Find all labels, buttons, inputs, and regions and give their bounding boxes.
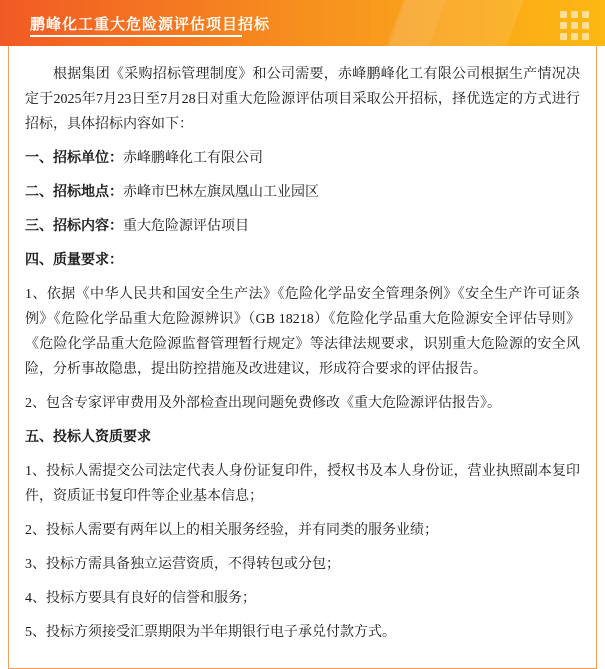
paragraph-section-1 [25, 146, 580, 171]
qualification-item-2: 2、投标人需要有两年以上的相关服务经验，并有同类的服务业绩； [25, 523, 438, 538]
document-body-wrapper [0, 46, 605, 669]
qualification-item-5: 5、投标方须接受汇票期限为半年期银行电子承兑付款方式。 [25, 625, 396, 640]
decorative-dot-grid [560, 11, 589, 40]
heading-bidder-qualifications: 五、投标人资质要求 [25, 430, 151, 445]
section-1-value: 赤峰鹏峰化工有限公司 [123, 151, 263, 166]
qualification-item-3: 3、投标方需具备独立运营资质，不得转包或分包； [25, 557, 340, 572]
dot [582, 22, 589, 29]
section-3-value: 重大危险源评估项目 [123, 219, 249, 234]
document-header-banner [0, 0, 605, 46]
qualification-item-1: 1、投标人需提交公司法定代表人身份证复印件，授权书及本人身份证，营业执照副本复印件，资质证书复印件等企业基本信息； [25, 464, 580, 504]
dot [582, 33, 589, 40]
section-2-value: 赤峰市巴林左旗凤凰山工业园区 [123, 185, 319, 200]
quality-requirement-item-2: 2、包含专家评审费用及外部检查出现问题免费修改《重大危险源评估报告》。 [25, 396, 501, 411]
quality-requirement-item-1: 1、依据《中华人民共和国安全生产法》《危险化学品安全管理条例》《安全生产许可证条例》《危险化学品重大危险源辨识》（GB 18218）《危险化学品重大危险源安全评估导则》《危险化学品重大危险源监督管理暂行规定》等法律法规要求，识别重大危险源的安全风险，分析事故隐患，提出防控措施及改进建议，形成符合要求的评估报告。 [25, 287, 580, 377]
paragraph-section-2 [25, 180, 580, 205]
dot [571, 33, 578, 40]
page-title: 鹏峰化工重大危险源评估项目招标 [30, 15, 271, 33]
dot [571, 22, 578, 29]
title-underline [30, 35, 242, 37]
dot [560, 33, 567, 40]
section-3-label: 三、招标内容： [25, 219, 123, 234]
dot [571, 11, 578, 18]
section-1-label: 一、招标单位： [25, 151, 123, 166]
qualification-item-4: 4、投标方要具有良好的信誉和服务； [25, 591, 256, 606]
dot [582, 11, 589, 18]
paragraph-section-3 [25, 214, 580, 239]
dot [560, 22, 567, 29]
document-body [8, 46, 597, 669]
heading-quality-requirements: 四、质量要求： [25, 253, 123, 268]
dot [560, 11, 567, 18]
section-2-label: 二、招标地点： [25, 185, 123, 200]
paragraph-intro: 根据集团《采购招标管理制度》和公司需要，赤峰鹏峰化工有限公司根据生产情况决定于2025年7月23日至7月28日对重大危险源评估项目采取公开招标，择优选定的方式进行招标，具体招标内容如下： [25, 67, 580, 132]
